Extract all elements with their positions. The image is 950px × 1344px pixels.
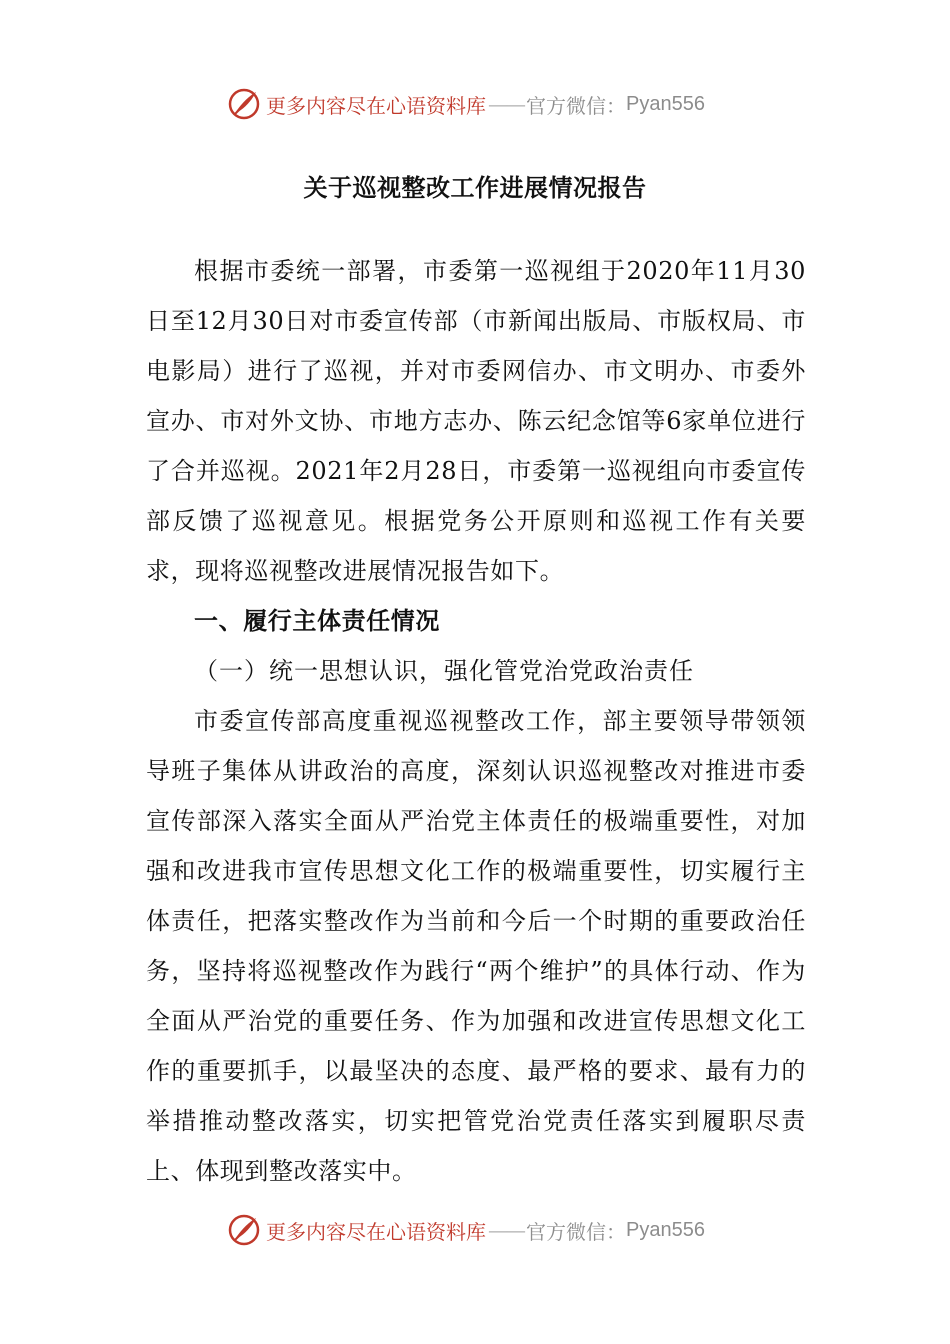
watermark-dash: —— <box>488 1218 524 1242</box>
watermark-footer <box>226 1210 705 1250</box>
paragraph-body: 市委宣传部高度重视巡视整改工作，部主要领导带领领导班子集体从讲政治的高度，深刻认识巡视整改对推进市委宣传部深入落实全面从严治党主体责任的极端重要性，对加强和改进我市宣传思想文化工作的极端重要性，切实履行主体责任，把落实整改作为当前和今后一个时期的重要政治任务，坚持将巡视整改作为践行“两个维护”的具体行动、作为全面从严治党的重要任务、作为加强和改进宣传思想文化工作的重要抓手，以最坚决的态度、最严格的要求、最有力的举措推动整改落实，切实把管党治党责任落实到履职尽责上、体现到整改落实中。 <box>146 707 806 1185</box>
quill-pen-logo-icon <box>226 86 262 122</box>
document-body <box>146 246 806 1196</box>
watermark-dash: —— <box>488 92 524 116</box>
paragraph-intro: 根据市委统一部署，市委第一巡视组于2020年11月30日至12月30日对市委宣传部（市新闻出版局、市版权局、市电影局）进行了巡视，并对市委网信办、市文明办、市委外宣办、市对外文协、市地方志办、陈云纪念馆等6家单位进行了合并巡视。2021年2月28日，市委第一巡视组向市委宣传部反馈了巡视意见。根据党务公开原则和巡视工作有关要求，现将巡视整改进展情况报告如下。 <box>146 257 806 585</box>
watermark-red-text: 更多内容尽在心语资料库 <box>266 93 486 118</box>
watermark-header <box>226 84 705 124</box>
document-title: 关于巡视整改工作进展情况报告 <box>303 174 647 202</box>
section-heading: 一、履行主体责任情况 <box>194 607 440 635</box>
watermark-gray-text: 官方微信： <box>526 1219 626 1244</box>
watermark-wechat-id: Pyan556 <box>626 92 705 115</box>
watermark-red-text: 更多内容尽在心语资料库 <box>266 1219 486 1244</box>
watermark-wechat-id: Pyan556 <box>626 1218 705 1241</box>
subsection-heading: （一）统一思想认识，强化管党治党政治责任 <box>194 657 694 685</box>
quill-pen-logo-icon <box>226 1212 262 1248</box>
watermark-gray-text: 官方微信： <box>526 93 626 118</box>
